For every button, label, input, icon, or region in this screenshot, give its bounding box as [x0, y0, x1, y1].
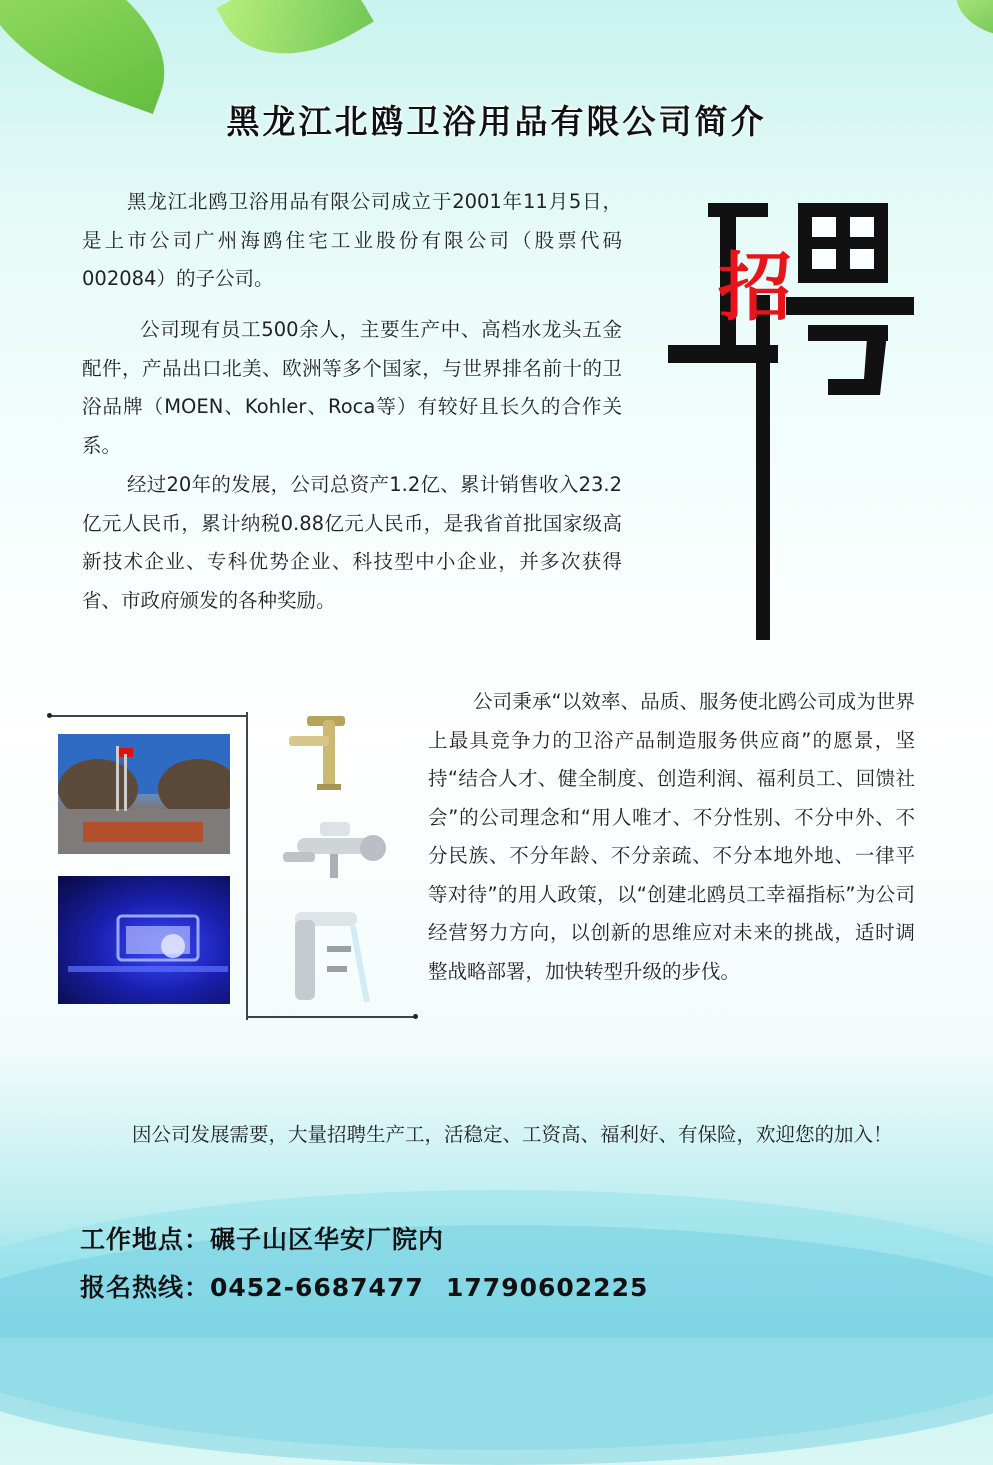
logo-small-char: 招	[718, 245, 792, 331]
factory-interior-photo	[58, 876, 230, 1004]
hotline-phone-1: 0452-6687477	[210, 1273, 424, 1302]
gold-faucet-image	[287, 712, 349, 792]
recruit-paragraph: 因公司发展需要，大量招聘生产工，活稳定、工资高、福利好、有保险，欢迎您的加入！	[132, 1123, 893, 1146]
hotline-label: 报名热线：	[80, 1273, 211, 1302]
frame-dot	[47, 713, 52, 718]
work-location-value: 碾子山区华安厂院内	[210, 1225, 445, 1254]
logo-stroke	[798, 203, 888, 283]
vision-paragraph: 公司秉承“以效率、品质、服务使北鸥公司成为世界上最具竞争力的卫浴产品制造服务供应商”的愿景，坚持“结合人才、健全制度、创造利润、福利员工、回馈社会”的公司理念和“用人唯才、不分性别、不分中外、不分民族、不分年龄、不分亲疏、不分本地外地、一律平等对待”的用人政策，以“创建北鸥员工幸福指标”为公司经营努力方向，以创新的思维应对未来的挑战，适时调整战略部署，加快转型升级的步伐。	[428, 690, 915, 983]
logo-stroke	[786, 297, 914, 315]
decor-leaf	[949, 0, 993, 37]
intro-paragraph: 黑龙江北鸥卫浴用品有限公司成立于2001年11月5日，是上市公司广州海鸥住宅工业股份有限公司（股票代码002084）的子公司。	[82, 190, 622, 290]
work-location-label: 工作地点：	[80, 1225, 211, 1254]
frame-line	[50, 715, 248, 717]
signup-hotline	[80, 1268, 648, 1304]
decor-wave	[0, 1225, 993, 1465]
frame-line	[246, 1016, 416, 1018]
logo-stroke	[708, 203, 768, 217]
logo-stroke	[756, 295, 770, 640]
work-location	[80, 1220, 444, 1256]
decor-leaf	[216, 0, 374, 86]
recruit-logo	[668, 195, 918, 645]
factory-gate-photo	[58, 734, 230, 854]
frame-line	[246, 712, 248, 1020]
logo-big-char: 聘	[900, 635, 901, 636]
achievement-paragraph: 经过20年的发展，公司总资产1.2亿、累计销售收入23.2亿元人民币，累计纳税0.88亿元人民币，是我省首批国家级高新技术企业、专科优势企业、科技型中小企业，并多次获得省、市政府颁发的各种奖励。	[82, 473, 622, 612]
page-title: 黑龙江北鸥卫浴用品有限公司简介	[226, 102, 767, 141]
bath-faucet-image	[275, 818, 390, 888]
basin-faucet-image	[287, 910, 379, 1005]
business-paragraph: 公司现有员工500余人，主要生产中、高档水龙头五金配件，产品出口北美、欧洲等多个国家，与世界排名前十的卫浴品牌（MOEN、Kohler、Roca等）有较好且长久的合作关系。	[82, 318, 622, 457]
hotline-phone-2: 17790602225	[446, 1273, 649, 1302]
frame-dot	[413, 1014, 418, 1019]
